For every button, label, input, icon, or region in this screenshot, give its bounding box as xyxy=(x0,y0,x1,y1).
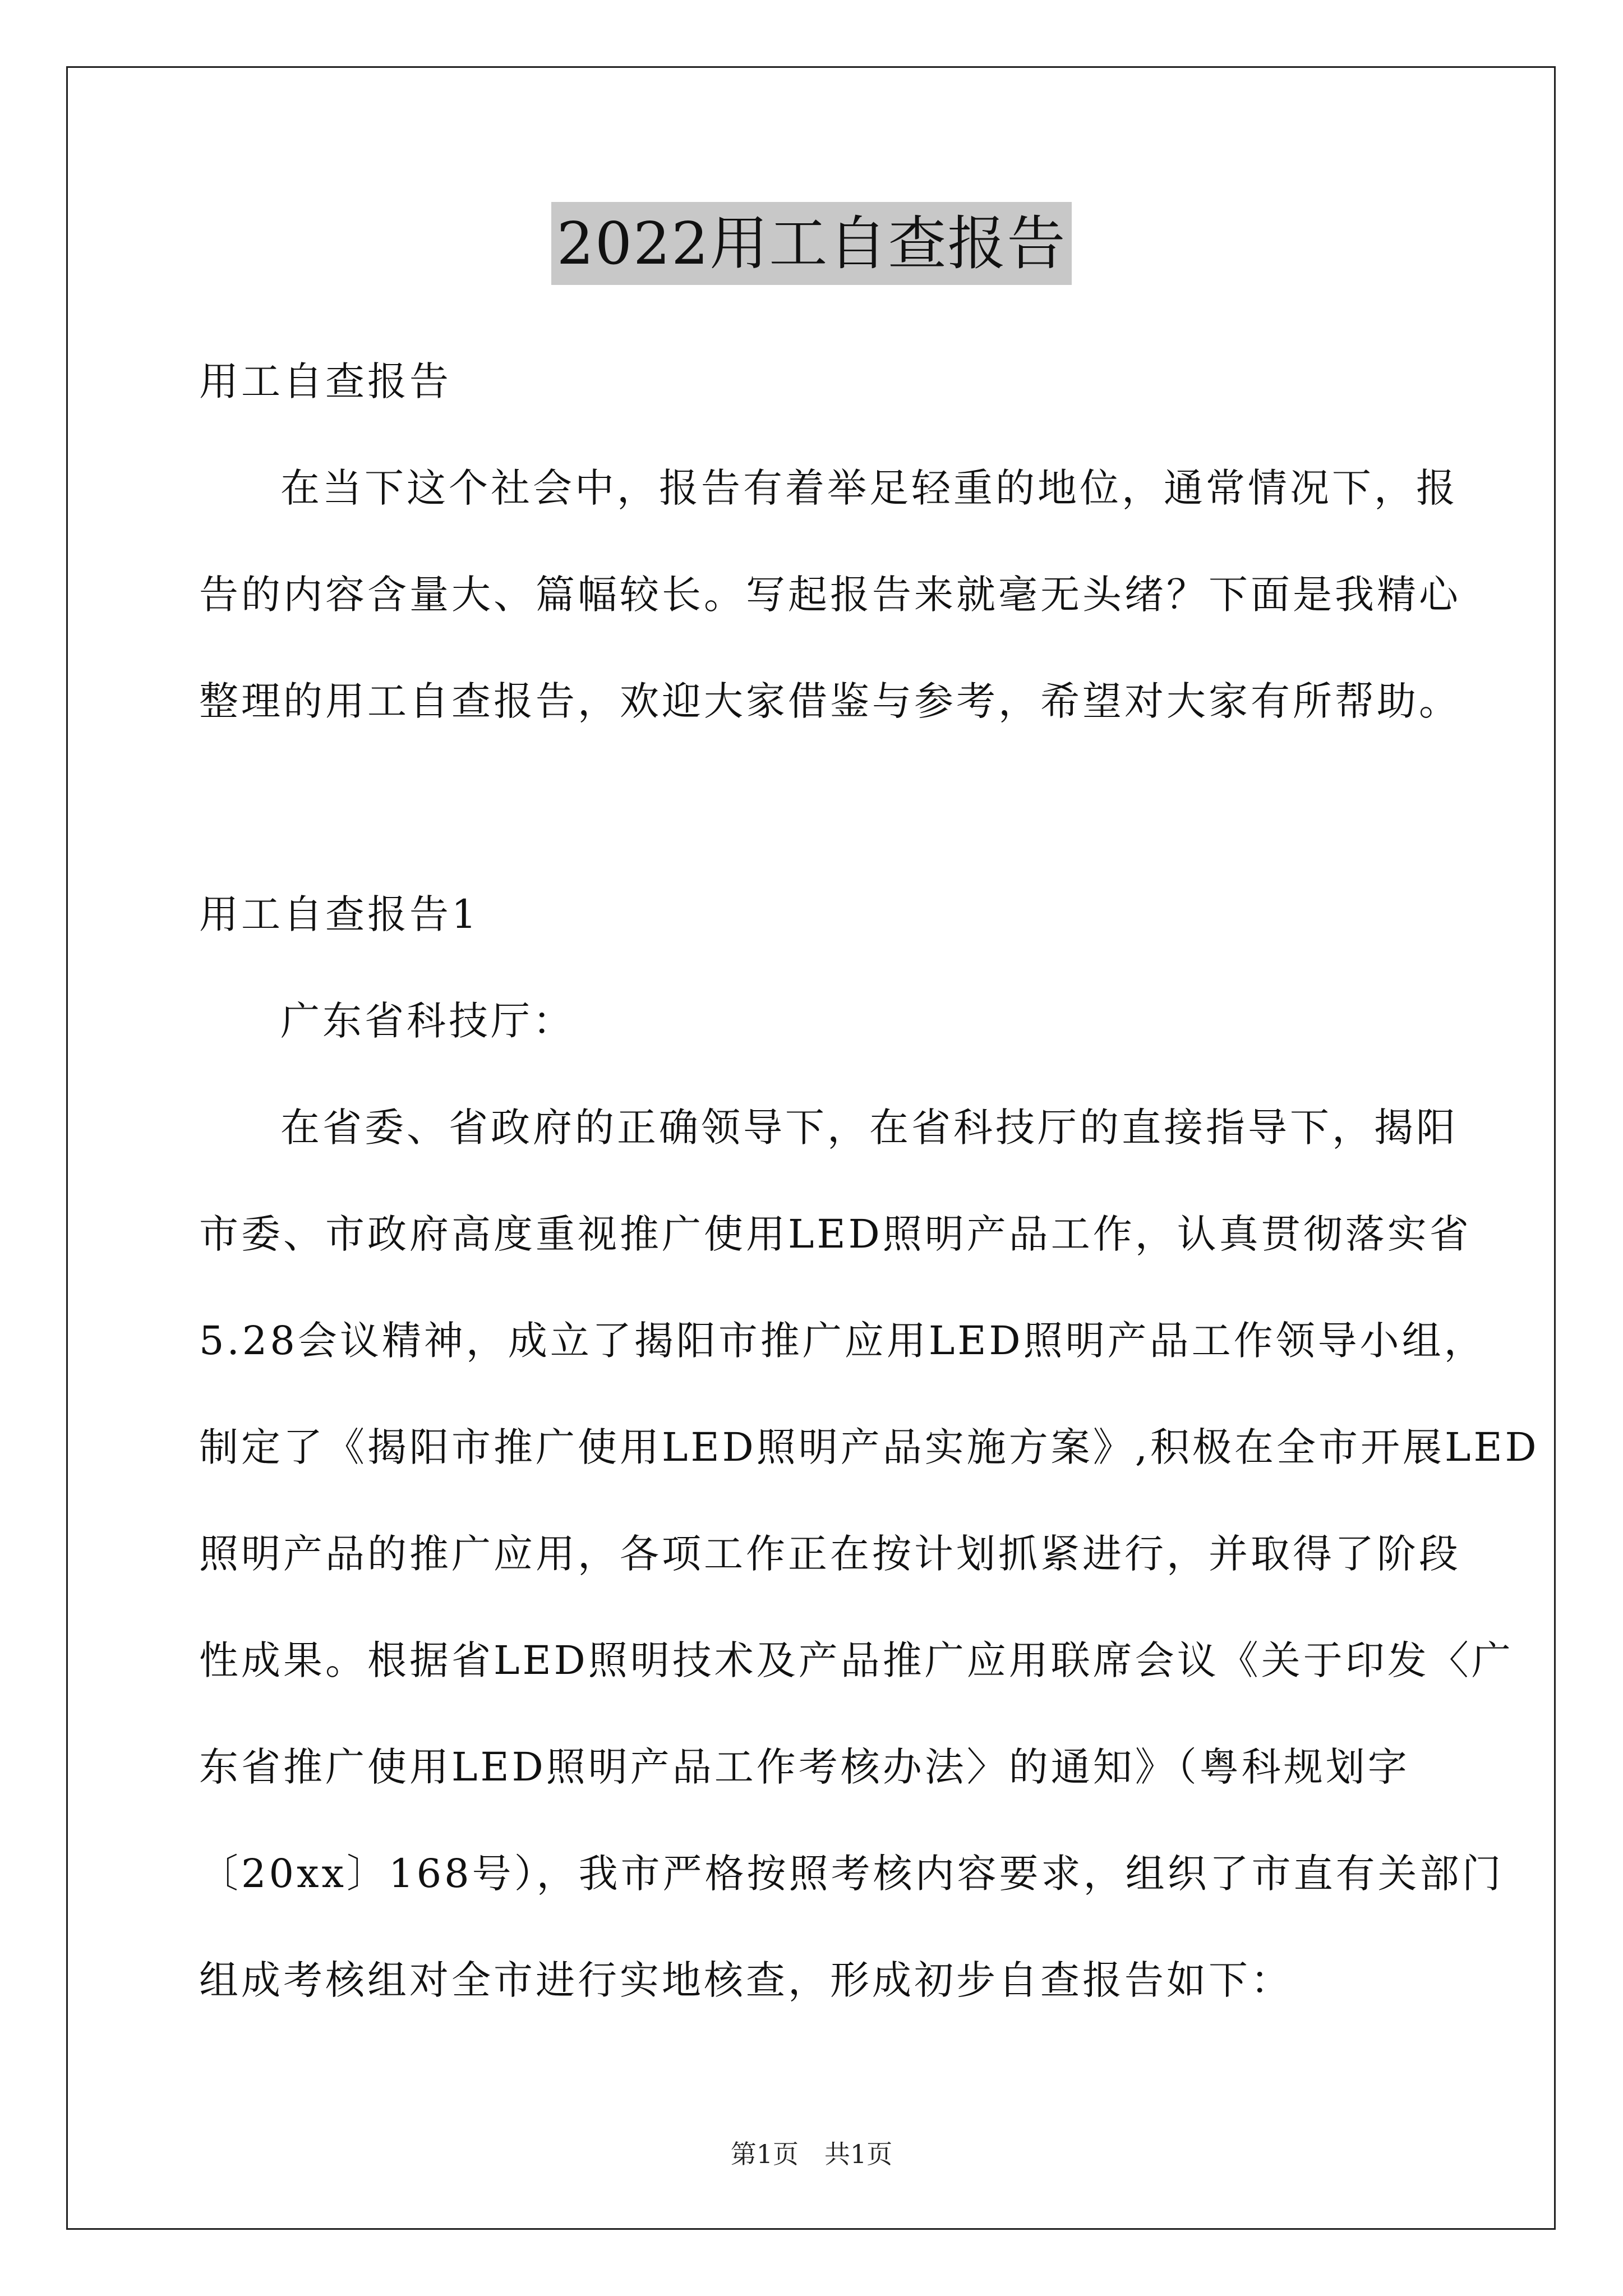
body-line: 照明产品的推广应用，各项工作正在按计划抓紧进行，并取得了阶段 xyxy=(199,1531,1461,1577)
intro-line: 在当下这个社会中，报告有着举足轻重的地位，通常情况下，报 xyxy=(280,465,1458,511)
document-subtitle: 用工自查报告 xyxy=(199,358,451,404)
title-container xyxy=(0,202,1623,285)
body-line: 5.28会议精神，成立了揭阳市推广应用LED照明产品工作领导小组， xyxy=(199,1318,1486,1364)
body-line: 东省推广使用LED照明产品工作考核办法〉的通知》（粤科规划字 xyxy=(199,1744,1410,1790)
body-line: 〔20xx〕168号），我市严格按照考核内容要求，组织了市直有关部门 xyxy=(199,1851,1504,1897)
page-number: 第1页 共1页 xyxy=(730,2139,893,2169)
body-line: 市委、市政府高度重视推广使用LED照明产品工作，认真贯彻落实省 xyxy=(199,1211,1472,1257)
body-line: 制定了《揭阳市推广使用LED照明产品实施方案》,积极在全市开展LED xyxy=(199,1424,1539,1470)
salutation: 广东省科技厅： xyxy=(280,998,575,1044)
section-heading: 用工自查报告1 xyxy=(199,891,479,937)
body-line: 在省委、省政府的正确领导下，在省科技厅的直接指导下，揭阳 xyxy=(280,1105,1458,1151)
intro-line: 告的内容含量大、篇幅较长。写起报告来就毫无头绪？下面是我精心 xyxy=(199,572,1461,618)
intro-line: 整理的用工自查报告，欢迎大家借鉴与参考，希望对大家有所帮助。 xyxy=(199,678,1461,724)
body-line: 组成考核组对全市进行实地核查，形成初步自查报告如下： xyxy=(199,1957,1293,2003)
document-title: 2022用工自查报告 xyxy=(551,202,1072,285)
body-line: 性成果。根据省LED照明技术及产品推广应用联席会议《关于印发〈广 xyxy=(199,1637,1514,1683)
